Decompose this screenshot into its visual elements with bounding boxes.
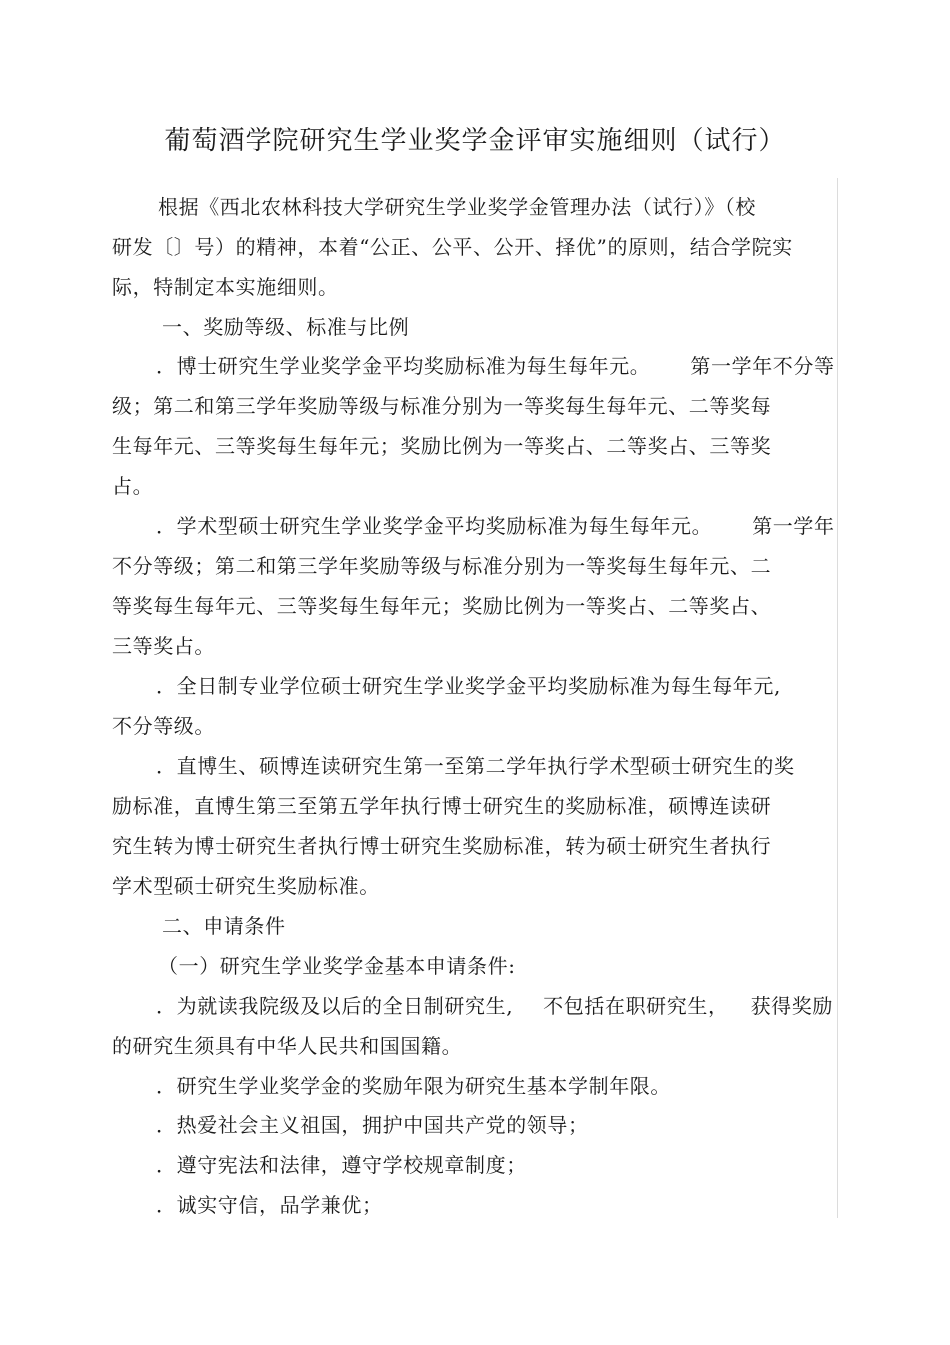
item1-line-1	[156, 353, 835, 379]
subsection-heading-1: （一）研究生学业奖学金基本申请条件:	[158, 954, 516, 978]
item1-line-4: 占。	[112, 474, 154, 498]
item1-text-b: 第一学年不分等	[690, 354, 835, 378]
item1-text-a: ．博士研究生学业奖学金平均奖励标准为每生每年元。	[156, 354, 651, 378]
item2-text-b: 第一学年	[752, 514, 835, 538]
cond1-line-2: 的研究生须具有中华人民共和国国籍。	[112, 1034, 463, 1058]
item2-line-1	[156, 513, 835, 539]
item1-line-3: 生每年元、三等奖每生每年元；奖励比例为一等奖占、二等奖占、三等奖	[112, 434, 772, 458]
cond1-text-b: 不包括在职研究生，	[543, 994, 729, 1018]
item4-line-1: ．直博生、硕博连读研究生第一至第二学年执行学术型硕士研究生的奖	[156, 754, 795, 778]
cond2-line: ．研究生学业奖学金的奖励年限为研究生基本学制年限。	[156, 1074, 671, 1098]
item2-line-4: 三等奖占。	[112, 634, 215, 658]
cond1-text-a: ．为就读我院级及以后的全日制研究生,	[156, 994, 514, 1018]
cond1-text-c: 获得奖励	[750, 994, 833, 1018]
intro-line-3: 际，特制定本实施细则。	[112, 275, 339, 299]
item4-line-2: 励标准，直博生第三至第五学年执行博士研究生的奖励标准，硕博连读研	[112, 794, 772, 818]
cond1-line-1	[156, 993, 833, 1019]
cond4-line: ．遵守宪法和法律，遵守学校规章制度；	[156, 1153, 527, 1177]
item2-line-2: 不分等级；第二和第三学年奖励等级与标准分别为一等奖每生每年元、二	[112, 554, 772, 578]
section-heading-1: 一、奖励等级、标准与比例	[162, 315, 410, 339]
intro-line-1: 根据《西北农林科技大学研究生学业奖学金管理办法（试行）》（校	[158, 195, 756, 219]
item2-text-a: ．学术型硕士研究生学业奖学金平均奖励标准为每生每年元。	[156, 514, 713, 538]
item1-line-2: 级；第二和第三学年奖励等级与标准分别为一等奖每生每年元、二等奖每	[112, 394, 772, 418]
cond3-line: ．热爱社会主义祖国，拥护中国共产党的领导；	[156, 1113, 589, 1137]
item3-line-2: 不分等级。	[112, 714, 215, 738]
cond5-line: ．诚实守信，品学兼优；	[156, 1193, 383, 1217]
section-heading-2: 二、申请条件	[162, 914, 286, 938]
item4-line-3: 究生转为博士研究生者执行博士研究生奖励标准，转为硕士研究生者执行	[112, 834, 772, 858]
item4-line-4: 学术型硕士研究生奖励标准。	[112, 874, 380, 898]
item3-line-1: ．全日制专业学位硕士研究生学业奖学金平均奖励标准为每生每年元,	[156, 674, 781, 698]
intro-line-2: 研发〔〕号）的精神，本着“公正、公平、公开、择优”的原则，结合学院实	[112, 235, 793, 259]
page-title: 葡萄酒学院研究生学业奖学金评审实施细则（试行）	[164, 126, 786, 156]
item2-line-3: 等奖每生每年元、三等奖每生每年元；奖励比例为一等奖占、二等奖占、	[112, 594, 772, 618]
